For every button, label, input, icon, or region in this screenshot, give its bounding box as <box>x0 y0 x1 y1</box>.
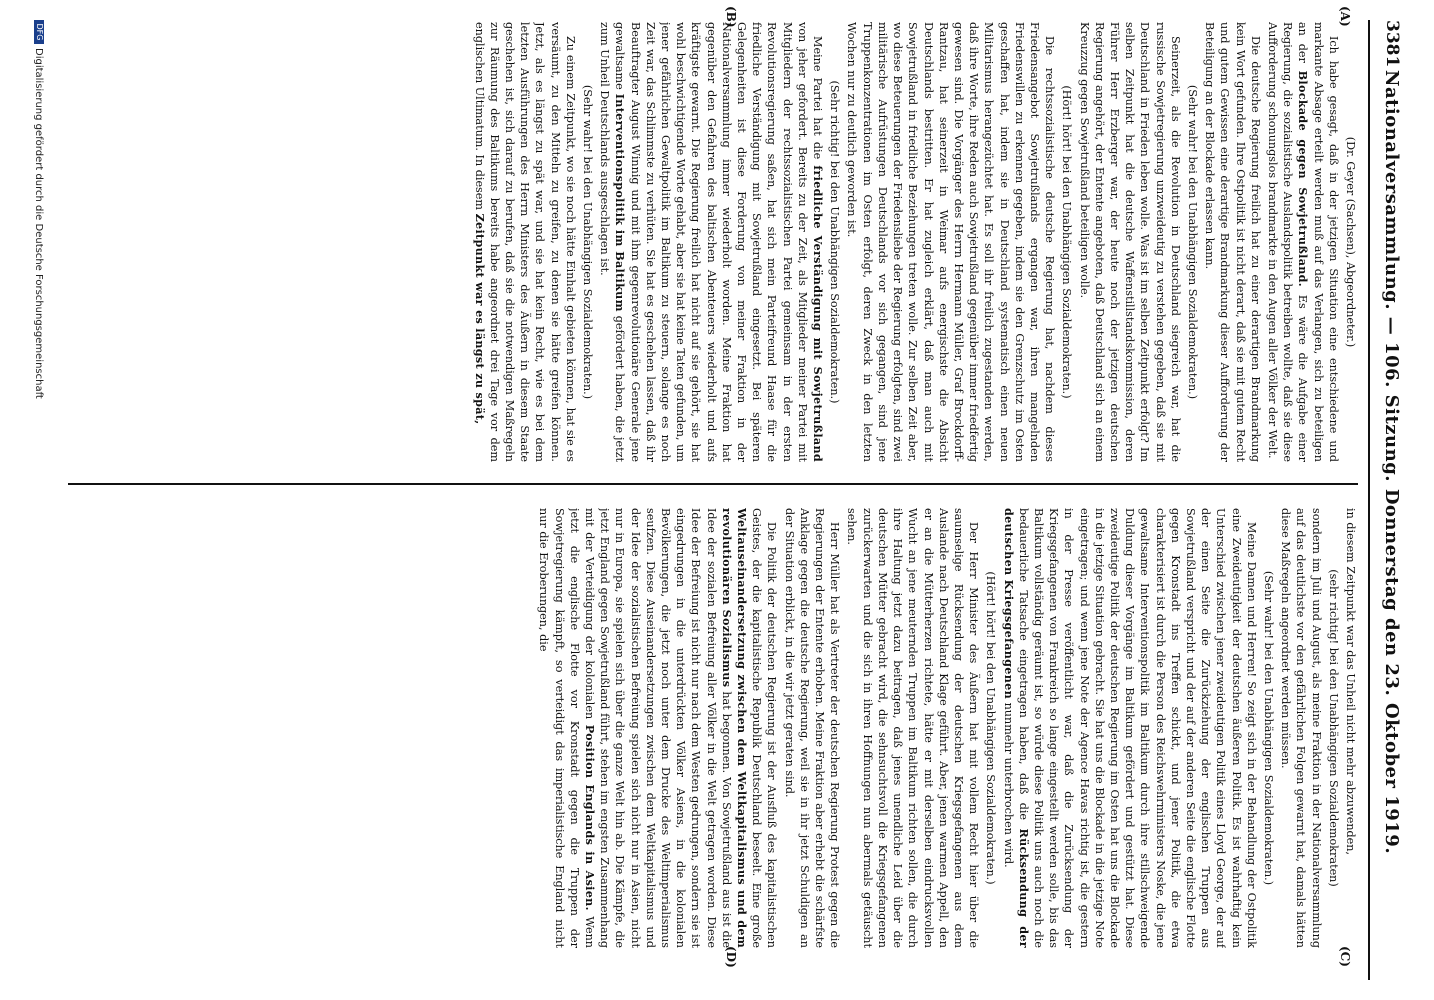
bold-phrase: Interventionspolitik im Baltikum <box>613 93 628 312</box>
margin-marker-d: (D) <box>724 946 738 968</box>
credit-text: Digitalisierung gefördert durch die Deutsche Forschungsgemeinschaft <box>33 48 44 399</box>
paragraph: Der Herr Minister des Äußern hat mit vollem Recht hier über die saumselige Rücksendung der deutschen Kriegsgefangenen aus dem Auslande nach Deutschland Klage geführt. Aber, jenen warmen Appell, den er an die Mütterherzen richtete, hätte er mit derselben eindrucksvollen Wucht an jene meuternden Truppen im Baltikum richten sollen, die durch ihre Haltung jetzt dazu beitragen, daß jenes unendliche Leid über die deutschen Mütter gebracht wird, die sehnsuchtsvoll die Kriegsgefangenen zurückerwarten und die sich in ihren Hoffnungen nun abermals getäuscht sehen. <box>845 508 981 948</box>
paragraph-text: Die Politik der deutschen Regierung ist der Ausfluß des kapitalistischen Geistes, der die kapitalistische Republik Deutschland beseelt. Eine große <box>750 508 779 948</box>
bold-phrase: Blockade gegen Sowjetrußland. <box>1296 70 1311 287</box>
paragraph-text: gefördert haben, die jetzt zum Unheil Deutschlands ausgeschlagen ist. <box>598 22 627 462</box>
paragraph-text: von jeher gefordert. Bereits zu der Zeit, als Mitglieder meiner Partei mit Mitgliedern der rechtssozialistischen Partei gemeinsam in der ersten Revolutionsregierung saßen, hat sich mein Parteifreund Haase für die friedliche Verständigung mit Sowjetrußland eingesetzt. Bei späteren Gelegenheiten ist diese Forderung von meiner Fraktion in der Nationalversammlung immer wiederholt worden. Meine Fraktion hat gegenüber den Gefahren des baltischen Abenteuers wiederholt und aufs kräftigste gewarnt. Die Regierung freilich hat nicht auf sie gehört, sie hat wohl beschwichtigende Worte gehabt, aber sie hat keine Taten gefunden, um jener gefährlichen Gewaltpolitik im Baltikum zu steuern, solange es noch Zeit war, das Schlimmste zu verhüten. Sie hat es geschehen lassen, daß ihr Beauftragter August Winnig und mit ihm gegenrevolutionäre Generale jene gewaltsame <box>613 22 809 462</box>
paragraph: Die deutsche Regierung freilich hat zu einer derartigen Brandmarkung kein Wort gefunden. Ihre Ostpolitik ist nicht derart, daß sie mit gutem Recht und gutem Gewissen eine derartige Brandmarkung dieser Aufforderung der Beteiligung an der Blockade erlassen kann. <box>1203 22 1262 462</box>
right-column <box>58 508 1358 948</box>
column-divider <box>68 483 1358 485</box>
paragraph <box>597 22 825 462</box>
digitization-credit <box>30 20 44 980</box>
paragraph-text: Meine Damen und Herren! So zeigt sich in der Behandlung der Ostpolitik eine Zweideutigkeit der deutschen äußeren Politik. Es ist wahrhaftig kein Unterschied zwischen jener zweideutigen Politik eines Lloyd George, der auf der einen Seite die Zurückziehung der englischen Truppen aus Sowjetrußland verspricht und der auf der anderen Seite die englische Flotte gegen Kronstadt ins Treffen schickt, und jener Politik, die etwa charakterisiert ist durch die Person des Reichswehrministers Noske, die jene gewaltsame Interventionspolitik im Baltikum durch ihre stillschweigende Duldung dieser Vorgänge im Baltikum gefördert und gestützt hat. Diese zweideutige Politik der deutschen Regierung im Osten hat uns die Blockade in die jetzige Situation gebracht. Sie hat uns die Blockade in die jetzige Note eingetragen; und wenn jene Note der Agence Havas richtig ist, die gestern in der Presse veröffentlicht war, daß die Zurücksendung der Kriegsgefangenen von Frankreich so lange eingestellt werden solle, bis das Baltikum vollständig geräumt ist, so würde diese Politik uns auch noch die bedauerliche Tatsache eingetragen haben, daß die <box>1016 508 1258 948</box>
paragraph: in diesem Zeitpunkt war das Unheil nicht mehr abzuwenden, <box>1344 508 1357 856</box>
bold-phrase: Position Englands in Asien. <box>583 724 598 911</box>
paragraph-text: Es wäre die Aufgabe einer Regierung, die sozialistische Auslandspolitik betreiben wollte, daß sie diese Aufforderung schonungslos brandmarkte in den Augen aller Völker der Welt. <box>1265 22 1310 462</box>
paragraph-text: Meine Partei hat die <box>811 36 825 160</box>
paragraph-text: hat begonnen. Von Sowjetrußland aus ist die Idee der sozialen Befreiung aller Völker in die Welt getragen worden. Diese Idee der Befreiung ist nicht nur nach dem Westen gedrungen, sondern sie ist eingedrungen in die unterdrückten Völker Asiens, in die kolonialen Bevölkerungen, die jetzt noch unter dem Drucke des Weltimperialismus seufzen. Diese Auseinandersetzungen zwischen dem Weltkapitalismus und der Idee der sozialistischen Befreiung spielen sich nicht nur in Asien, nicht nur in Europa, sie spielen sich über die ganze Welt hin ab. Die Kämpfe, die jetzt England gegen Sowjetrußland führt, stehen im engsten Zusammenhang mit der Verteidigung der kolonialen <box>583 508 733 948</box>
page-title: Nationalversammlung. — 106. Sitzung. Donnerstag den 23. Oktober 1919. <box>1381 70 1402 855</box>
margin-marker-b: (B) <box>724 6 738 28</box>
paragraph: Herr Müller hat als Vertreter der deutschen Regierung Protest gegen die Regierungen der Entente erhoben. Meine Fraktion aber erhebt die schärfste Anklage gegen die deutsche Regierung, weil sie in ihr jetzt Schuldigen an der Situation erblickt, in die wir jetzt geraten sind. <box>782 508 842 948</box>
page-header <box>1368 20 1410 980</box>
left-column <box>58 22 1358 462</box>
paragraph: sondern im Juli und August, als meine Fraktion in der Nationalversammlung auf das deutlichste vor den gefährlichen Folgen gewarnt hat, damals hätten diese Maßregeln angeordnet werden müssen. <box>1279 508 1323 948</box>
interjection: (Sehr richtig! bei den Unabhängigen Sozialdemokraten.) <box>828 80 842 404</box>
paragraph: Seinerzeit, als die Revolution in Deutschland siegreich war, hat die russische Sowjetregierung unzweideutig zu verstehen gegeben, daß sie mit Deutschland in Frieden leben wolle. Was ist im selben Zeitpunkt erfolgt? Im selben Zeitpunkt hat die deutsche Waffenstillstandskommission, deren Führer Herr Erzberger war, der heute noch der jetzigen deutschen Regierung angehört, der Entente angeboten, daß Deutschland sich an einem Kreuzzug gegen Sowjetrußland beteiligen wolle. <box>1077 22 1182 462</box>
margin-marker-c: (C) <box>1338 946 1352 967</box>
margin-marker-a: (A) <box>1338 6 1352 27</box>
paragraph-text: Wenn jetzt die englische Flotte vor Kronstadt gegen die Truppen der Sowjetregierung kämpft, so verteidigt das imperialistische England nicht nur die Eroberungen, die <box>537 508 597 948</box>
interjection: (Sehr wahr! bei den Unabhängigen Sozialdemokraten.) <box>1261 570 1275 886</box>
paragraph-text: Ich habe gesagt, daß in der jetzigen Situation eine entschiedene und markante Absage erteilt werden muß auf das Verlangen, sich zu beteiligen an der <box>1296 22 1340 462</box>
document-page <box>30 6 1410 980</box>
dfg-logo: DFG <box>34 20 44 44</box>
bold-phrase: Zeitpunkt war es längst zu spät, <box>472 213 487 425</box>
paragraph <box>1000 508 1258 948</box>
bold-phrase: Weltauseinandersetzung zwischen dem Weltkapitalismus und dem revolutionären Sozialismus <box>719 508 750 948</box>
bold-phrase: Rücksendung der deutschen Kriegsgefangenen <box>1001 508 1031 948</box>
paragraph <box>1265 22 1341 462</box>
paragraph: Die rechtssozialistische deutsche Regierung hat, nachdem dieses Friedensangebot Sowjetrußlands ergangen war, ihren mangelnden Friedenswillen zu erkennen gegeben, indem sie den Grenzschutz im Osten geschaffen hat, indem sie in Deutschland systematisch einen neuen Militarismus herangezüchtet hat. Es soll ihr freilich zugestanden werden, daß ihre Worte, ihre Reden auch Sowjetrußland gegenüber immer friedfertig gewesen sind. Die Vorgänger des Herrn Hermann Müller, Graf Brockdorff-Rantzau, hat seinerzeit in Weimar aufs energischste die Absicht Deutschlands bestritten. Er hat zugleich erklärt, daß man auch mit Sowjetrußland in friedliche Beziehungen treten wolle. Zur selben Zeit aber, wo diese Beteuerungen der Friedensliebe der Regierung erfolgten, sind zwei militärische Aufrüstungen Deutschlands vor sich gegangen, sind jene Truppenkonzentrationen im Osten erfolgt, deren Zweck in den letzten Wochen nur zu deutlich geworden ist. <box>845 22 1057 462</box>
paragraph-text: Zu einem Zeitpunkt, wo sie noch hätte Einhalt gebieten können, hat sie es versäumt, zu den Mitteln zu greifen, zu denen sie hätte greifen können. Jetzt, als es längst zu spät war, und sie hat kein Recht, wie es bei dem letzten Ausführungen des Herrn Ministers des Äußern in diesem Staate geschehen ist, sich darauf zu berufen, daß sie die notwendigen Maßregeln zur Räumung des Baltikums bereits habe angeordnet drei Tage vor dem englischen Ultimatum. In diesem <box>472 22 577 462</box>
interjection: (Hört! hört! bei den Unabhängigen Sozialdemokraten.) <box>1060 85 1074 399</box>
page-number: 3381 <box>1382 20 1402 68</box>
bold-phrase: friedliche Verständigung mit Sowjetrußland <box>811 165 826 462</box>
paragraph <box>471 22 577 462</box>
paragraph-text: nunmehr unterbrochen wird. <box>1001 702 1015 868</box>
interjection: (Sehr wahr! bei den Unabhängigen Sozialdemokraten.) <box>581 84 595 400</box>
paragraph <box>536 508 779 948</box>
speaker-line: (Dr. Geyer (Sachsen), Abgeordneter.) <box>1344 136 1357 348</box>
interjection: (Hört! hört! bei den Unabhängigen Sozialdemokraten.) <box>984 571 998 885</box>
interjection: (Sehr wahr! bei den Unabhängigen Sozialdemokraten.) <box>1185 84 1199 400</box>
interjection: (sehr richtig! bei den Unabhängigen Sozialdemokraten) <box>1326 569 1340 887</box>
